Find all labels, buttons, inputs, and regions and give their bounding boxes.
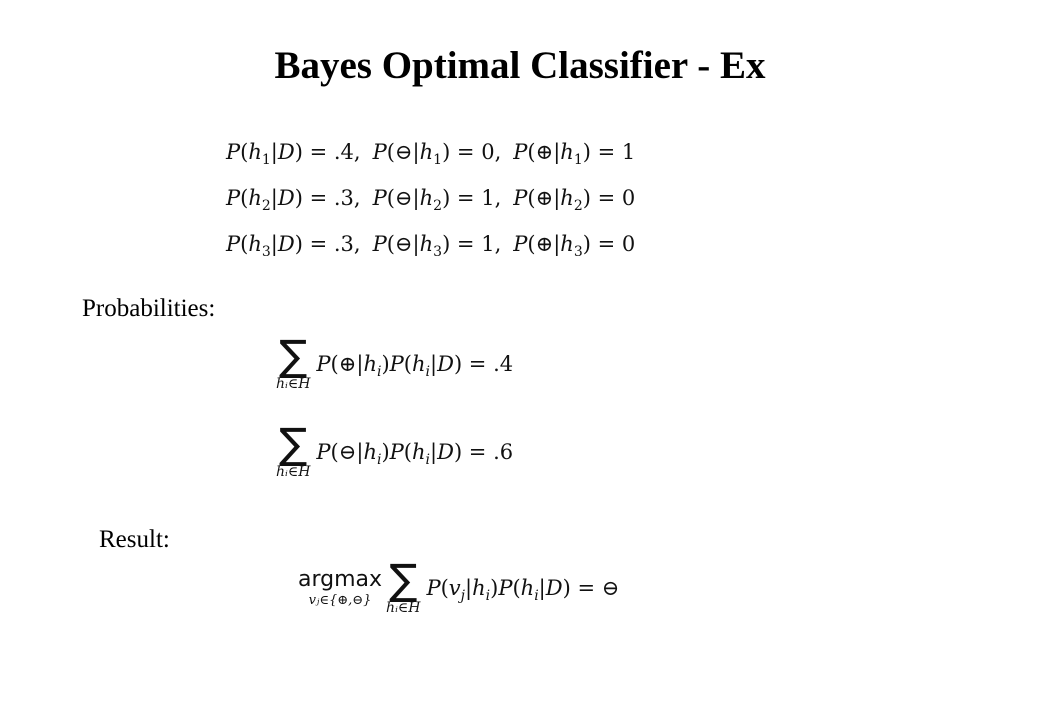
slide-title: Bayes Optimal Classifier - Ex (274, 44, 766, 87)
given-row-2: $P(h_2|D) = .3$, $P(⊖|h_2) = 1$, $P(\oplus|h_2) = 0$ (226, 186, 636, 214)
summation-symbol: ∑ hᵢ∈H (386, 555, 421, 616)
given-row-3: $P(h_3|D) = .3$, $P(⊖|h_3) = 1$, $P(\oplus|h_3) = 0$ (226, 232, 636, 260)
result-formula: argmax vⱼ∈{⊕,⊖} ∑ hᵢ∈H $P(v_j|h_i)P(h_i|D)$ = ⊖ (298, 555, 620, 616)
sum-plus-formula: ∑ hᵢ∈H $P(\oplus|h_i)P(h_i|D) = .4$ (276, 331, 514, 392)
given-row-1: $P(h_1|D) = .4$, $P(⊖|h_1) = 0$, $P(\oplus|h_1) = 1$ (226, 140, 636, 168)
sum-minus-formula: ∑ hᵢ∈H $P(⊖|h_i)P(h_i|D) = .6$ (276, 419, 514, 480)
argmax-operator: argmax vⱼ∈{⊕,⊖} (298, 567, 383, 608)
summation-symbol: ∑ hᵢ∈H (276, 331, 311, 392)
summation-symbol: ∑ hᵢ∈H (276, 419, 311, 480)
result-label: Result: (99, 526, 170, 553)
probabilities-label: Probabilities: (82, 295, 216, 322)
